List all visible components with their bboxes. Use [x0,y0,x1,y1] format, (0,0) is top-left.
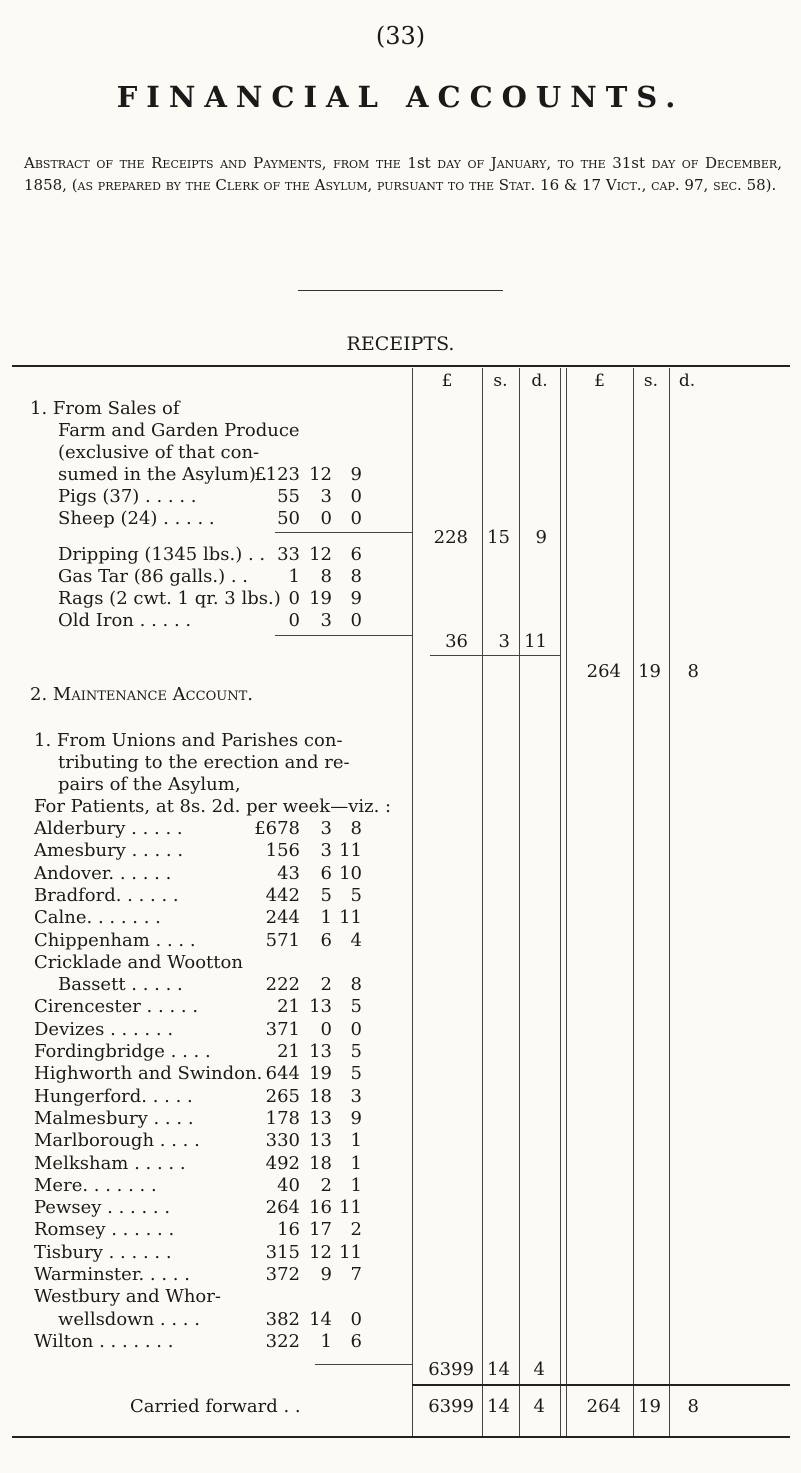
sale-item-label: Pigs (37) . . . . . [58,486,197,507]
union-name: Westbury and Whor- [34,1286,221,1307]
union-name: Andover. . . . . . [34,863,172,884]
header-shillings: s. [493,371,508,391]
union-name: Pewsey . . . . . . [34,1197,171,1218]
union-name: Malmesbury . . . . [34,1108,194,1129]
sec2-total-pounds: 6399 [428,1359,474,1380]
subtotal-shillings: 3 [498,631,510,652]
abstract-statute: 16 & 17 [540,176,602,194]
union-name: Warminster. . . . . [34,1264,190,1285]
union-pence: 8 [350,818,362,839]
union-pence: 5 [350,885,362,906]
sec2-intro: For Patients, at 8s. 2d. per week—viz. : [34,796,392,817]
union-name: Romsey . . . . . . [34,1219,175,1240]
produce-shillings: 12 [309,464,332,485]
union-shillings: 6 [320,930,332,951]
union-pence: 10 [339,863,362,884]
sec1-total-shillings: 19 [638,661,661,682]
union-name: Chippenham . . . . [34,930,196,951]
union-pence: 11 [339,1197,362,1218]
header-pounds: £ [441,371,453,391]
union-pence: 2 [350,1219,362,1240]
header-pence2: d. [678,371,696,391]
sec1-line: Farm and Garden Produce [58,420,300,441]
sale-item-pounds: 0 [288,610,300,631]
sale-item-shillings: 3 [320,610,332,631]
union-pence: 4 [350,930,362,951]
sale-item-pence: 0 [350,610,362,631]
union-name: Calne. . . . . . . [34,907,161,928]
union-pounds: 442 [265,885,300,906]
sale-item-pence: 0 [350,508,362,529]
abstract-text2: day of December, 1858, (as prepared by the Clerk of the Asylum, pursuant to the Stat. [24,154,782,194]
subtotal-shillings: 15 [487,527,510,548]
abstract-cap: 97, [684,176,709,194]
union-name: Wilton . . . . . . . [34,1331,174,1352]
union-shillings: 17 [309,1219,332,1240]
union-name: wellsdown . . . . [58,1309,200,1330]
produce-pence: 9 [350,464,362,485]
sale-item-pence: 0 [350,486,362,507]
sale-item-pounds: 33 [277,544,300,565]
union-pounds: 315 [265,1242,300,1263]
subtotal-pounds: 228 [433,527,468,548]
sale-item-pence: 8 [350,566,362,587]
union-name: Tisbury . . . . . . [34,1242,172,1263]
union-name: Marlborough . . . . [34,1130,200,1151]
union-pence: 9 [350,1108,362,1129]
sale-item-pounds: 1 [288,566,300,587]
union-pence: 5 [350,1063,362,1084]
union-pence: 5 [350,1041,362,1062]
union-shillings: 18 [309,1153,332,1174]
union-shillings: 5 [320,885,332,906]
carried-pence: 4 [533,1396,545,1417]
union-shillings: 1 [320,1331,332,1352]
sale-item-shillings: 0 [320,508,332,529]
sec2-intro: tributing to the erection and re- [58,752,350,773]
union-shillings: 19 [309,1063,332,1084]
union-shillings: 0 [320,1019,332,1040]
subtotal-rule [275,635,412,636]
carried-shillings: 14 [487,1396,510,1417]
union-shillings: 18 [309,1086,332,1107]
union-name: Mere. . . . . . . [34,1175,157,1196]
union-shillings: 6 [320,863,332,884]
subtotal-rule [315,1364,412,1365]
union-pence: 1 [350,1175,362,1196]
union-pounds: 43 [277,863,300,884]
sec1-line: (exclusive of that con- [58,442,260,463]
union-shillings: 13 [309,1130,332,1151]
abstract-date-to: 31st [612,154,646,172]
carried-rule [412,1384,790,1386]
sale-item-shillings: 19 [309,588,332,609]
union-pence: 0 [350,1309,362,1330]
column-rule [669,368,670,1438]
sec2-total-shillings: 14 [487,1359,510,1380]
column-rule [633,368,634,1438]
produce-pounds: £123 [254,464,300,485]
abstract-lead: Abstract of the Receipts and Payments, from the [24,154,401,172]
sale-item-label: Gas Tar (86 galls.) . . [58,566,249,587]
sec2-intro: 1. From Unions and Parishes con- [34,730,343,751]
page-title: FINANCIAL ACCOUNTS. [116,80,685,114]
union-shillings: 2 [320,974,332,995]
union-pounds: 244 [265,907,300,928]
union-shillings: 3 [320,840,332,861]
subtotal-pence: 9 [535,527,547,548]
union-pence: 0 [350,1019,362,1040]
sale-item-pounds: 0 [288,588,300,609]
union-name: Cricklade and Wootton [34,952,243,973]
union-shillings: 1 [320,907,332,928]
union-name: Melksham . . . . . [34,1153,186,1174]
carried-forward-label: Carried forward . . [130,1396,301,1417]
union-pounds: 265 [265,1086,300,1107]
union-pence: 3 [350,1086,362,1107]
union-pence: 11 [339,840,362,861]
header-pence: d. [531,371,548,391]
sale-item-pence: 9 [350,588,362,609]
union-pounds: 264 [265,1197,300,1218]
table-top-rule [12,365,790,367]
abstract-text4: sec. 58). [713,176,777,194]
union-shillings: 2 [320,1175,332,1196]
union-name: Highworth and Swindon. [34,1063,263,1084]
header-shillings2: s. [643,371,659,391]
union-pounds: 322 [265,1331,300,1352]
union-pounds: 156 [265,840,300,861]
union-shillings: 9 [320,1264,332,1285]
abstract-paragraph [24,152,782,196]
sale-item-pounds: 50 [277,508,300,529]
subtotal-rule [275,532,412,533]
subtotal-pounds: 36 [445,631,468,652]
sale-item-pounds: 55 [277,486,300,507]
union-pounds: 571 [265,930,300,951]
carried-pounds2: 264 [586,1396,621,1417]
abstract-date-from: 1st [407,154,431,172]
column-rule [560,368,561,1438]
union-shillings: 14 [309,1309,332,1330]
carried-pounds: 6399 [428,1396,474,1417]
sale-item-label: Sheep (24) . . . . . [58,508,215,529]
union-pence: 1 [350,1130,362,1151]
sale-item-shillings: 3 [320,486,332,507]
union-name: Bassett . . . . . [58,974,183,995]
union-shillings: 12 [309,1242,332,1263]
union-pence: 8 [350,974,362,995]
section-title: RECEIPTS. [346,333,455,355]
total-rule [430,655,560,656]
union-pence: 6 [350,1331,362,1352]
page-number: (33) [375,22,426,50]
abstract-text3: Vict., cap. [605,176,680,194]
carried-shillings2: 19 [638,1396,661,1417]
union-shillings: 3 [320,818,332,839]
union-shillings: 13 [309,1041,332,1062]
subtotal-pence: 11 [524,631,547,652]
union-pounds: 21 [277,996,300,1017]
union-pounds: 16 [277,1219,300,1240]
union-name: Hungerford. . . . . [34,1086,193,1107]
union-shillings: 13 [309,996,332,1017]
sale-item-shillings: 12 [309,544,332,565]
union-pence: 5 [350,996,362,1017]
union-pounds: 371 [265,1019,300,1040]
carried-pence2: 8 [687,1396,699,1417]
union-pence: 11 [339,907,362,928]
header-pounds2: £ [594,371,605,391]
sale-item-label: Rags (2 cwt. 1 qr. 3 lbs.) [58,588,281,609]
union-name: Cirencester . . . . . [34,996,199,1017]
sale-item-shillings: 8 [320,566,332,587]
union-pounds: 382 [265,1309,300,1330]
sec1-total-pence: 8 [687,661,699,682]
union-pounds: £678 [254,818,300,839]
union-name: Alderbury . . . . . [34,818,183,839]
union-name: Bradford. . . . . . [34,885,179,906]
union-shillings: 16 [309,1197,332,1218]
divider [298,290,503,291]
sec2-heading: 2. Maintenance Account. [30,684,253,705]
union-shillings: 13 [309,1108,332,1129]
union-pounds: 21 [277,1041,300,1062]
union-name: Devizes . . . . . . [34,1019,174,1040]
union-pounds: 644 [265,1063,300,1084]
sec1-line: sumed in the Asylum) . [58,464,268,485]
union-name: Amesbury . . . . . [34,840,184,861]
sec2-intro: pairs of the Asylum, [58,774,241,795]
sale-item-label: Dripping (1345 lbs.) . . [58,544,266,565]
sec1-total-pounds: 264 [586,661,621,682]
union-pounds: 178 [265,1108,300,1129]
abstract-text1: day of January, to the [437,154,606,172]
union-pounds: 372 [265,1264,300,1285]
sec2-total-pence: 4 [533,1359,545,1380]
union-pence: 11 [339,1242,362,1263]
union-pence: 1 [350,1153,362,1174]
sale-item-pence: 6 [350,544,362,565]
union-pounds: 222 [265,974,300,995]
sale-item-label: Old Iron . . . . . [58,610,192,631]
union-pence: 7 [350,1264,362,1285]
table-bottom-rule [12,1436,790,1438]
union-name: Fordingbridge . . . . [34,1041,211,1062]
union-pounds: 40 [277,1175,300,1196]
sec1-heading: 1. From Sales of [30,398,180,419]
union-pounds: 330 [265,1130,300,1151]
union-pounds: 492 [265,1153,300,1174]
column-rule [566,368,567,1438]
